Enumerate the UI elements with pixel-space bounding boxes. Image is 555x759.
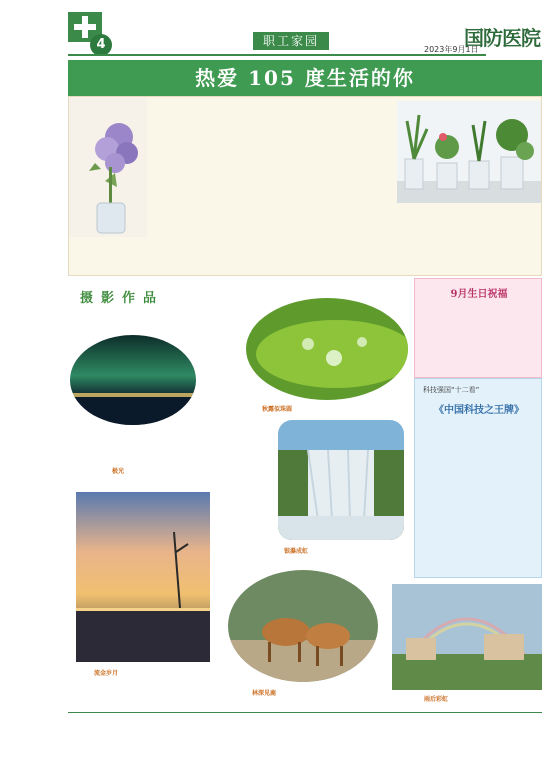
tech-kicker: 科技强国“十二看”	[423, 386, 480, 394]
photo-caption-deer: 林深见鹿	[252, 690, 277, 697]
footer	[68, 712, 542, 726]
potted-plants-photo	[397, 101, 541, 203]
sunset-photo	[76, 492, 210, 662]
article-title: 热爱 105 度生活的你	[195, 66, 415, 90]
birthday-title: 9月生日祝福	[450, 289, 508, 300]
birthday-panel	[414, 278, 542, 378]
photo-caption-aurora: 极光	[112, 468, 125, 475]
page-number: 4	[90, 34, 112, 56]
dewdrop-photo	[246, 298, 408, 400]
photo-caption-rainbow: 雨后彩虹	[424, 696, 449, 703]
deer-photo	[228, 570, 378, 682]
header-rule	[68, 54, 486, 56]
photo-caption-waterfall: 银瀑成虹	[284, 548, 309, 555]
tech-panel	[414, 378, 542, 578]
tech-title: 《中国科技之王牌》	[434, 405, 524, 416]
photo-caption-dewdrop: 秋露似珠圆	[262, 406, 293, 413]
aurora-photo	[70, 335, 196, 425]
flower-vase-photo	[69, 97, 147, 237]
article-body	[68, 96, 542, 276]
rainbow-photo	[392, 584, 542, 690]
article-column-2	[235, 101, 309, 273]
article-column-4	[399, 207, 539, 253]
masthead	[0, 0, 555, 60]
photo-caption-sunset: 流金岁月	[94, 670, 119, 677]
issue-date: 2023年9月1日	[424, 45, 479, 54]
waterfall-photo	[278, 420, 404, 540]
article-banner	[68, 60, 542, 96]
gallery-title: 摄影作品	[80, 291, 165, 306]
section-label: 职工家园	[253, 32, 329, 50]
newspaper-brand: 国防医院	[464, 26, 540, 50]
article-column-1	[153, 101, 229, 273]
article-column-3	[315, 101, 393, 273]
